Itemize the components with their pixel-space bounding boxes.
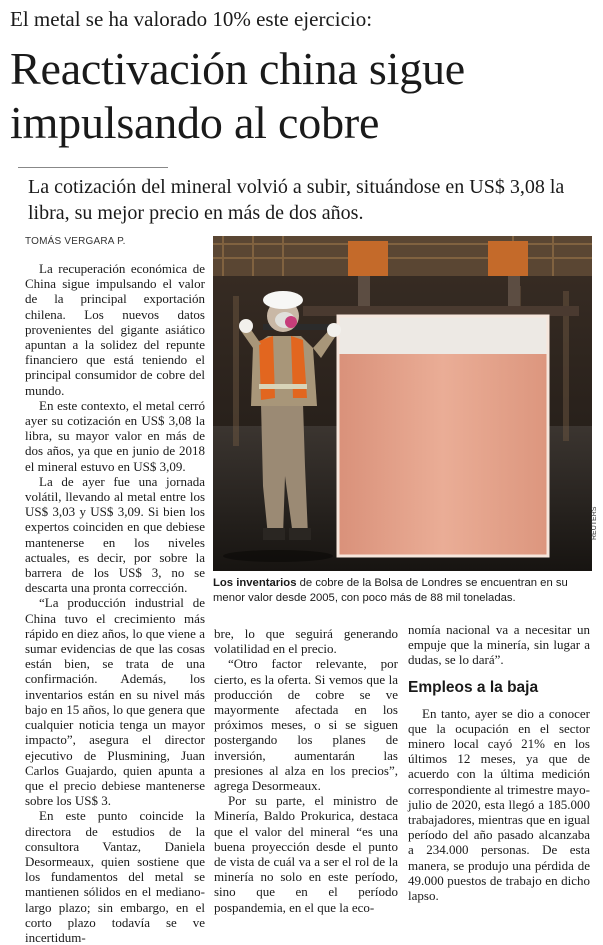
- body-column-3: [408, 622, 590, 903]
- kicker: El metal se ha valorado 10% este ejercicio:: [10, 7, 373, 31]
- body-column-1: [25, 261, 205, 945]
- paragraph: La recuperación económica de China sigue impulsando el valor de la principal exportación chilena. Los nuevos datos provenientes del gigante asiático apuntan a la solidez del repunte financiero que está teniendo el principal consumidor de cobre del mundo.: [25, 261, 205, 398]
- byline: TOMÁS VERGARA P.: [25, 236, 126, 247]
- photo-credit: REUTERS: [591, 506, 598, 540]
- paragraph: “La producción industrial de China tuvo el crecimiento más rápido en diez años, lo que viene a sumar evidencias de que las cosas están bien, se trata de una confirmación. Además, los inventarios están en su nivel más bajo en 15 años, lo que genera que cualquier noticia tenga un mayor impacto”, asegura el director ejecutivo de Plusmining, Juan Carlos Guajardo, quien apunta a que el precio debiese mantenerse sobre los US$ 3.: [25, 595, 205, 809]
- photo-caption: [213, 576, 595, 606]
- paragraph: bre, lo que seguirá generando volatilidad en el precio.: [214, 626, 398, 657]
- paragraph: La de ayer fue una jornada volátil, llevando al metal entre los US$ 3,03 y US$ 3,09. Si bien los expertos coinciden en que debiese mantenerse en los niveles actuales, es decir, por sobre la barrera de los US$ 3, no se descarta una pronta corrección.: [25, 473, 205, 596]
- photo-illustration: [213, 236, 592, 571]
- caption-text: de cobre de la Bolsa de Londres se encuentran en su menor valor desde 2005, con poco más de 88 mil toneladas.: [213, 577, 568, 604]
- headline: Reactivación china sigue impulsando al cobre: [10, 43, 466, 148]
- deck: La cotización del mineral volvió a subir, situándose en US$ 3,08 la libra, su mejor precio en más de dos años.: [28, 176, 565, 224]
- headline-rule: [18, 167, 168, 168]
- subhead: Empleos a la baja: [408, 678, 539, 696]
- paragraph: En tanto, ayer se dio a conocer que la ocupación en el sector minero local cayó 21% en los últimos 12 meses, ya que de acuerdo con la última medición correspondiente al trimestre mayo-julio de 2020, esta llegó a 185.000 trabajadores, mientras que en igual período del año pasado alcanzaba a 234.000 personas. De esta manera, se produjo una pérdida de 49.000 puestos de trabajo en dicho lapso.: [408, 705, 590, 904]
- paragraph: En este contexto, el metal cerró ayer su cotización en US$ 3,08 la libra, su mayor valor en más de dos años, ya que en junio de 2018 el mineral estuvo en US$ 3,09.: [25, 397, 205, 474]
- photo-copper-cathode-worker: [213, 236, 592, 571]
- caption-lead: Los inventarios: [213, 577, 297, 589]
- paragraph: En este punto coincide la directora de estudios de la consultora Vantaz, Daniela Desormeaux, quien sostiene que los fundamentos del metal se mantienen sólidos en el mediano-largo plazo; sin embargo, en el corto plazo todavía se ve incertidum-: [25, 808, 205, 945]
- paragraph: “Otro factor relevante, por cierto, es la oferta. Si vemos que la producción de cobre se ve mayormente afectada en los próximos meses, o si se siguen postergando los planes de inversión, aumentarán las presiones al alza en los precios”, agrega Desormeaux.: [214, 656, 398, 794]
- body-column-2: [214, 626, 398, 915]
- paragraph: Por su parte, el ministro de Minería, Baldo Prokurica, destaca que el valor del mineral “es una buena proyección desde el punto de vista de cuál va a ser el rol de la minería no solo en este período, sino que en el período pospandemia, en el que la eco-: [214, 793, 398, 915]
- paragraph: nomía nacional va a necesitar un empuje que la minería, sin lugar a dudas, se lo dará”.: [408, 622, 590, 668]
